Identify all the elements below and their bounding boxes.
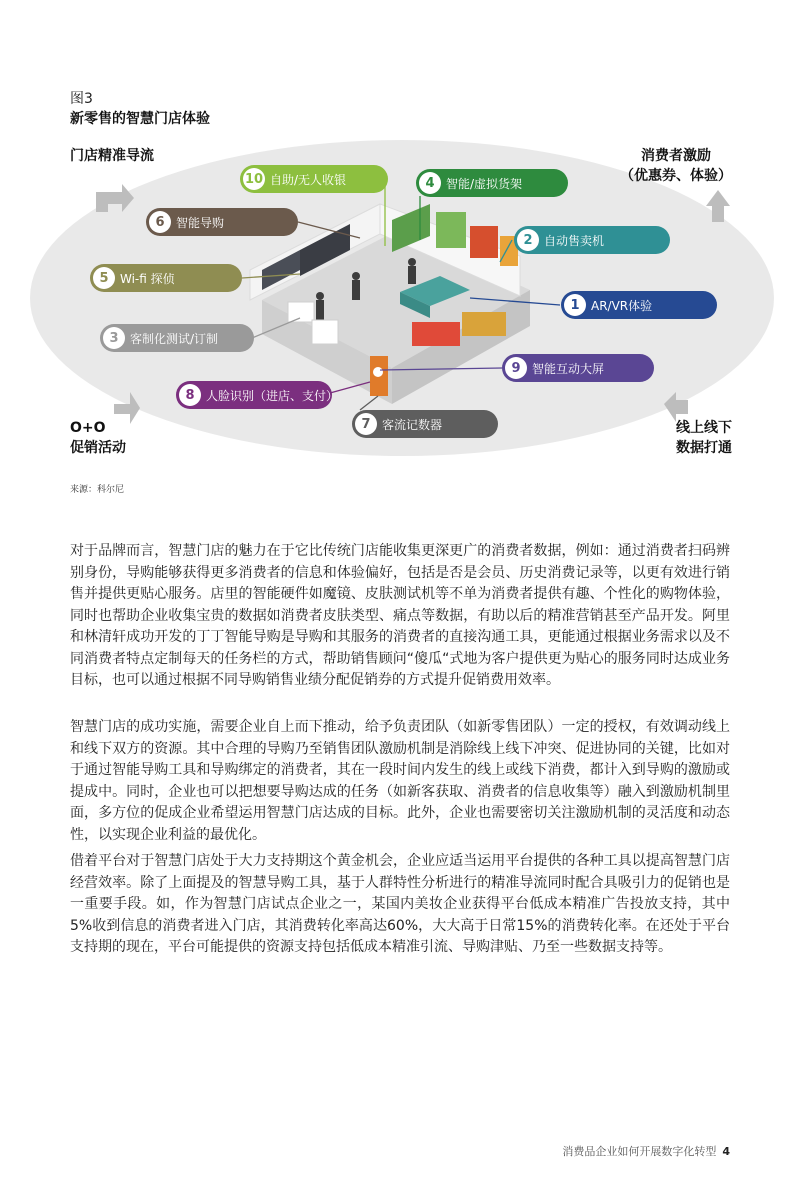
figure-label: 图3 [70,91,93,107]
callout-number: 2 [517,229,539,251]
page-number: 4 [722,1145,730,1158]
callout-number: 5 [93,267,115,289]
figure-title: 新零售的智慧门店体验 [70,111,210,127]
callout-number: 4 [419,172,441,194]
callout-traffic-counter [352,410,498,438]
callout-interactive-screen [502,354,654,382]
callout-label: 自助/无人收银 [270,172,347,187]
corner-consumer-incentive-line2: （优惠券、体验） [620,168,732,184]
corner-consumer-incentive [620,146,732,186]
callout-self-checkout [240,165,388,193]
callout-smart-guide [146,208,298,236]
callout-number: 6 [149,211,171,233]
callout-label: 客流记数器 [382,417,443,432]
paragraph-3: 借着平台对于智慧门店处于大力支持期这个黄金机会，企业应适当运用平台提供的各种工具以提高智慧门店经营效率。除了上面提及的智慧导购工具，基于人群特性分析进行的精准导流同时配合具吸引力的促销也是一重要手段。如，作为智慧门店试点企业之一，某国内美妆企业获得平台低成本精准广告投放支持，其中5%收到信息的消费者进入门店，其消费转化率高达60%，大大高于日常15%的消费转化率。在还处于平台支持期的现在，平台可能提供的资源支持包括低成本精准引流、导购津贴、乃至一些数据支持等。 [70,853,730,955]
callout-number: 3 [103,327,125,349]
corner-data-integration-line2: 数据打通 [676,440,732,456]
callout-number: 1 [564,294,586,316]
corner-store-traffic: 门店精准导流 [70,148,154,164]
callout-vending-machine [514,226,670,254]
callout-ar-vr [561,291,717,319]
smart-store-diagram [0,0,800,480]
corner-oo-promotion-line1: O+O [70,420,106,436]
callout-wifi-probe [90,264,242,292]
callout-number: 9 [505,357,527,379]
footer-title: 消费品企业如何开展数字化转型 [562,1145,717,1158]
callout-face-recognition [176,381,339,409]
callout-label: 客制化测试/订制 [130,331,219,346]
callout-label: AR/VR体验 [591,298,653,313]
paragraph-1: 对于品牌而言，智慧门店的魅力在于它比传统门店能收集更深更广的消费者数据，例如：通过消费者扫码辨别身份，导购能够获得更多消费者的信息和体验偏好，包括是否是会员、历史消费记录等，以更有效进行销售并提供更贴心服务。店里的智能硬件如魔镜、皮肤测试机等不单为消费者提供有趣、个性化的购物体验，同时也帮助企业收集宝贵的数据如消费者皮肤类型、痛点等数据，有助以后的精准营销甚至产品开发。阿里和林清轩成功开发的丁丁智能导购是导购和其服务的消费者的直接沟通工具，更能通过根据业务需求以及不同消费者特点定制每天的任务栏的方式，帮助销售顾问“傻瓜“式地为客户提供更为贴心的服务同时达成业务目标，也可以通过根据不同导购销售业绩分配促销券的方式提升促销费用效率。 [70,543,730,688]
callout-label: 智能/虚拟货架 [446,176,523,191]
callout-number: 8 [179,384,201,406]
corner-data-integration-line1: 线上线下 [676,420,732,436]
callout-number: 10 [243,168,265,190]
callout-label: 智能导购 [176,215,225,230]
corner-data-integration [676,418,732,458]
callout-custom-test [100,324,254,352]
callout-label: Wi-fi 探侦 [120,271,175,286]
corner-consumer-incentive-line1: 消费者激励 [641,148,711,164]
callout-label: 自动售卖机 [544,233,605,248]
callout-number: 7 [355,413,377,435]
callout-label: 人脸识别（进店、支付） [206,388,339,403]
callout-label: 智能互动大屏 [532,361,605,376]
figure-source: 来源：科尔尼 [70,485,125,495]
paragraph-2: 智慧门店的成功实施，需要企业自上而下推动，给予负责团队（如新零售团队）一定的授权，有效调动线上和线下双方的资源。其中合理的导购乃至销售团队激励机制是消除线上线下冲突、促进协同的关键，比如对于通过智能导购工具和导购绑定的消费者，其在一段时间内发生的线上或线下消费，都计入到导购的激励或提成中。同时，企业也可以把想要导购达成的任务（如新客获取、消费者的信息收集等）融入到激励机制里面，多方位的促成企业希望运用智慧门店达成的目标。此外，企业也需要密切关注激励机制的灵活度和动态性，以实现企业利益的最优化。 [70,719,730,843]
corner-oo-promotion-line2: 促销活动 [70,440,126,456]
page-footer [562,1143,730,1159]
corner-oo-promotion [70,418,126,458]
callout-smart-shelf [416,169,568,197]
